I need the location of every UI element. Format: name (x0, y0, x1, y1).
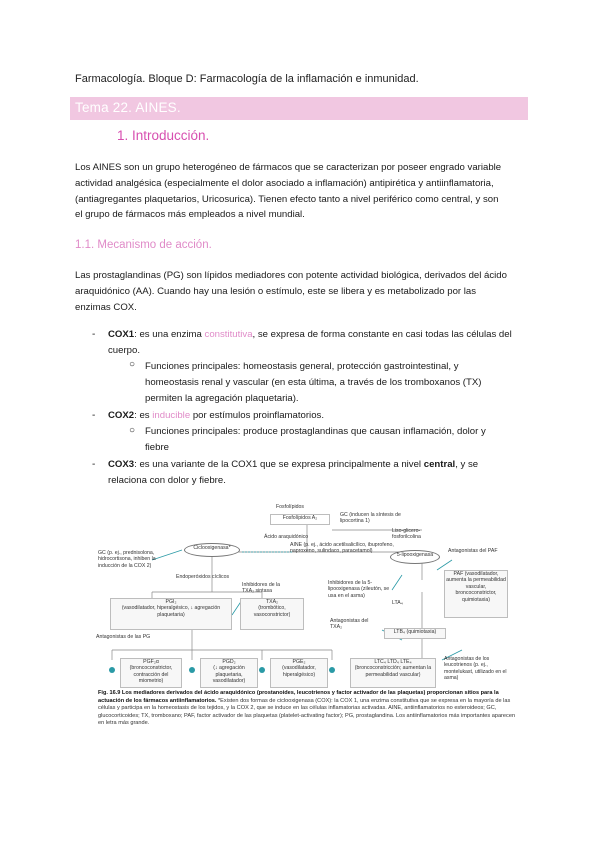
cox3-text: : es una variante de la COX1 que se expresa principalmente a nivel (134, 459, 424, 470)
cox3-text-rest: , y se (455, 459, 479, 470)
cox1-text-line2: cuerpo. (108, 344, 140, 356)
txa2-antagonists: Antagonistas del TXA₂ (330, 618, 369, 631)
pgf2a-box (120, 658, 182, 688)
cox1-keyword: constitutiva (204, 329, 253, 340)
cox1-sub-line: Funciones principales: homeostasis general, protección gastrointestinal, y (145, 361, 459, 372)
cox3-label: COX3 (108, 459, 135, 470)
cox2-bullet (108, 408, 528, 424)
cox3-keyword: central (423, 459, 456, 470)
bullet-dash: - (92, 459, 96, 470)
pgd2-box (200, 658, 258, 688)
cox2-label: COX2 (108, 410, 135, 421)
txa2-box (240, 598, 304, 630)
intro-line: (antiagregantes plaquetarios, Uricosurica). Tienen efecto tanto a nivel periférico como central, y son (75, 193, 499, 205)
figure-caption (98, 690, 518, 728)
topic-title: Tema 22. AINES. (75, 100, 181, 115)
cox1-sub-bullet (145, 359, 525, 406)
topic-banner (70, 97, 528, 120)
ltb4-box: LTB₄ (quimiotaxia) (384, 628, 446, 639)
cox2-sub-line: fiebre (145, 441, 169, 453)
sub-bullet-dot: ○ (129, 425, 136, 436)
arachidonic-acid-label: Ácido araquidónico (264, 534, 309, 540)
cox1-bullet (108, 327, 528, 359)
cox3-text-line2: relaciona con dolor y fiebre. (108, 474, 226, 486)
leukotriene-antagonists: Antagonistas de los leucotrienos (p. ej., montelukast, utilizado en el asma) (444, 656, 507, 682)
lipoxygenase-node: 5-lipooxigenasa (390, 550, 440, 564)
pgf2a-title: PGF₂α (143, 659, 159, 665)
cyclooxygenase-node: Ciclooxigenasa* (184, 543, 240, 557)
paf-antagonists: Antagonistas del PAF (448, 548, 498, 554)
mechanism-line: enzimas COX. (75, 301, 137, 313)
aines-label: AINE (p. ej., ácido acetilsalicílico, ibuprofeno, naproxeno, sulindaco, paracetamol) (290, 542, 394, 555)
subject-heading: Farmacología. Bloque D: Farmacología de la inflamación e inmunidad. (75, 73, 419, 85)
pgi2-box (110, 598, 232, 630)
lta4-label: LTA₄ (392, 600, 403, 606)
cox1-sub-line: permiten la agregación plaquetaria). (145, 392, 299, 404)
cox3-bullet (108, 457, 528, 489)
txa2-desc: (trombótico, vasoconstrictor) (253, 605, 291, 618)
mechanism-paragraph (75, 268, 530, 315)
ltc4-box (350, 658, 436, 688)
section-title-introduccion: 1. Introducción. (117, 128, 210, 143)
pge2-desc: (vasodilatador, hiperalgésico) (282, 665, 316, 678)
paf-text: PAF (vasodilatador, aumenta la permeabilidad vascular, broncoconstrictor, quimiotaxia) (446, 571, 506, 603)
lipoxygenase-inhibitors: Inhibidores de la 5-lipooxigenasa (zileutón, se usa en el asma) (328, 580, 390, 599)
gc-lipocortin-note: GC (inducen la síntesis de lipocortina 1) (340, 512, 401, 525)
mechanism-line: araquidónico (AA). Cuando hay una lesión o estímulo, este se libera y es metabolizado por las (75, 285, 477, 297)
cox1-text: : es una enzima (134, 329, 205, 340)
cox1-text-rest: , se expresa de forma constante en casi todas las células del (252, 329, 512, 340)
cox1-sub-line: homeostasis renal y vascular (en esta última, a través de los tromboxanos (TX) (145, 376, 482, 388)
caption-text: *Existen dos formas de ciclooxigenasa (COX): la COX 1, una enzima constitutiva que se expresa en la mayoría de las células y participa en la homeostasis de los tejidos, y la COX 2, que se induce en las células inflamatorias activadas. AINE, antiinflamatorios no esteroideos; GC, glucocorticoides; TX, tromboxano; PAF, factor activador de las plaquetas (platelet-activating factor); PG, prostaglandina. Los antiinflamatorios más importantes aparecen en letra más grande. (98, 697, 516, 727)
pgf2a-desc: (broncoconstrictor, contracción del miometrio) (129, 665, 173, 685)
mechanism-line: Las prostaglandinas (PG) son lípidos mediadores con potente actividad biológica, derivados del ácido (75, 270, 507, 281)
pgd2-title: PGD₂ (222, 659, 236, 665)
bullet-dash: - (92, 410, 96, 421)
pg-antagonists: Antagonistas de las PG (96, 634, 151, 640)
bullet-dash: - (92, 329, 96, 340)
pge2-title: PGE₂ (292, 659, 306, 665)
phospholipase-box: Fosfolípidos A₂ (270, 514, 330, 525)
cox2-keyword: inducible (152, 410, 191, 421)
cox2-text-rest: por estímulos proinflamatorios. (190, 410, 324, 421)
lyso-label: Liso-glicero-fosforilcolina (392, 528, 421, 541)
txa2-title: TXA₂ (265, 599, 279, 605)
sub-bullet-dot: ○ (129, 359, 136, 370)
pge2-box (270, 658, 328, 688)
membrane-label: Fosfolípidos (276, 504, 304, 510)
txa2-synthase-inhibitors: Inhibidores de la TXA₂ sintasa (242, 582, 281, 595)
ltc4-title: LTC₄ LTD₄ LTE₄ (374, 659, 412, 665)
intro-line: el grupo de fármacos más empleados a nivel mundial. (75, 209, 305, 221)
pgd2-desc: (↓ agregación plaquetaria, vasodilatador) (212, 665, 246, 685)
cox2-text: : es (134, 410, 153, 421)
intro-paragraph (75, 160, 530, 223)
ltc4-desc: (broncoconstricción; aumentan la permeabilidad vascular) (354, 665, 432, 678)
pgi2-title: PGI₂ (165, 599, 177, 605)
section-title-mecanismo: 1.1. Mecanismo de acción. (75, 239, 212, 251)
pgi2-desc: (vasodilatador, hiperalgésico, ↓ agregación plaquetaria) (121, 605, 221, 618)
endoperoxides-label: Endoperóxidos cíclicos (176, 574, 230, 580)
caption-bold: Fig. 16.9 Los mediadores derivados del ácido araquidónico (prostanoides, leucotrienos y factor activador de las plaquetas) proporcionan sitios para la actuación de los fármacos antiinflamatorios. (98, 690, 499, 704)
intro-line: actividad analgésica (especialmente el dolor asociado a inflamación) antipirética y antiinflamatoria, (75, 177, 494, 189)
cox2-sub-line: Funciones principales: produce prostaglandinas que causan inflamación, dolor y (145, 426, 486, 437)
paf-box (444, 570, 508, 618)
cox2-sub-bullet (145, 424, 525, 456)
intro-line: Los AINES son un grupo heterogéneo de fármacos que se caracterizan por poseer engrado variable (75, 162, 502, 173)
cox1-label: COX1 (108, 329, 135, 340)
gc-inhibit-label: GC (p. ej., prednisolona, hidrocortisona, inhiben la inducción de la COX 2) (98, 550, 156, 569)
